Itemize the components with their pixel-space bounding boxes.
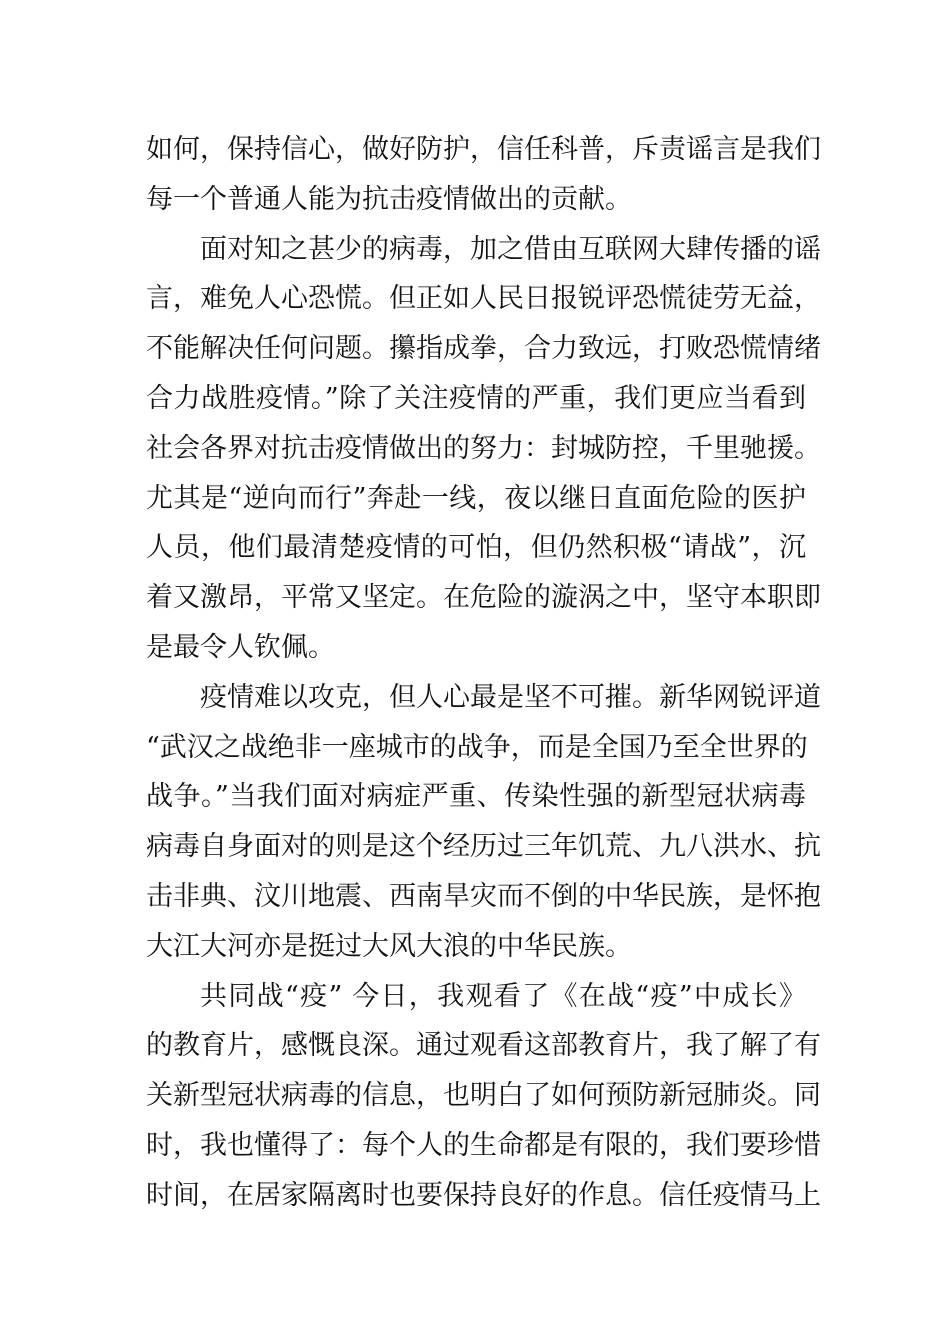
text-line: 病毒自身面对的则是这个经历过三年饥荒、九八洪水、抗 (146, 831, 821, 863)
text-line: 疫情难以攻克，但人心最是坚不可摧。新华网锐评道 (200, 681, 821, 713)
text-line: 合力战胜疫情。”除了关注疫情的严重，我们更应当看到 (146, 382, 806, 414)
text-line: 共同战“疫” 今日，我观看了《在战“疫”中成长》 (200, 980, 806, 1012)
text-line: 面对知之甚少的病毒，加之借由互联网大肆传播的谣 (200, 233, 821, 265)
text-line: “武汉之战绝非一座城市的战争，而是全国乃至全世界的 (146, 731, 808, 763)
text-line: 战争。”当我们面对病症严重、传染性强的新型冠状病毒 (146, 781, 806, 813)
text-line: 击非典、汶川地震、西南旱灾而不倒的中华民族，是怀抱 (146, 880, 821, 912)
text-line: 人员，他们最清楚疫情的可怕，但仍然积极“请战”，沉 (146, 532, 806, 564)
text-line: 尤其是“逆向而行”奔赴一线，夜以继日直面危险的医护 (146, 482, 806, 514)
text-line: 的教育片，感慨良深。通过观看这部教育片，我了解了有 (146, 1030, 821, 1062)
text-line: 时，我也懂得了：每个人的生命都是有限的，我们要珍惜 (146, 1129, 821, 1161)
text-line: 如何，保持信心，做好防护，信任科普，斥责谣言是我们 (146, 134, 821, 165)
text-line: 大江大河亦是挺过大风大浪的中华民族。 (146, 930, 632, 962)
text-line: 社会各界对抗击疫情做出的努力：封城防控，千里驰援。 (146, 432, 821, 464)
text-line: 不能解决任何问题。攥指成拳，合力致远，打败恐慌情绪 (146, 333, 821, 365)
text-line: 每一个普通人能为抗击疫情做出的贡献。 (146, 183, 632, 215)
text-line: 是最令人钦佩。 (146, 631, 335, 663)
body-text (146, 125, 821, 1221)
text-line: 着又激昂，平常又坚定。在危险的漩涡之中，坚守本职即 (146, 582, 821, 614)
text-line: 关新型冠状病毒的信息，也明白了如何预防新冠肺炎。同 (146, 1080, 821, 1112)
text-line: 时间，在居家隔离时也要保持良好的作息。信任疫情马上 (146, 1179, 821, 1211)
text-line: 言，难免人心恐慌。但正如人民日报锐评恐慌徒劳无益， (146, 283, 821, 315)
